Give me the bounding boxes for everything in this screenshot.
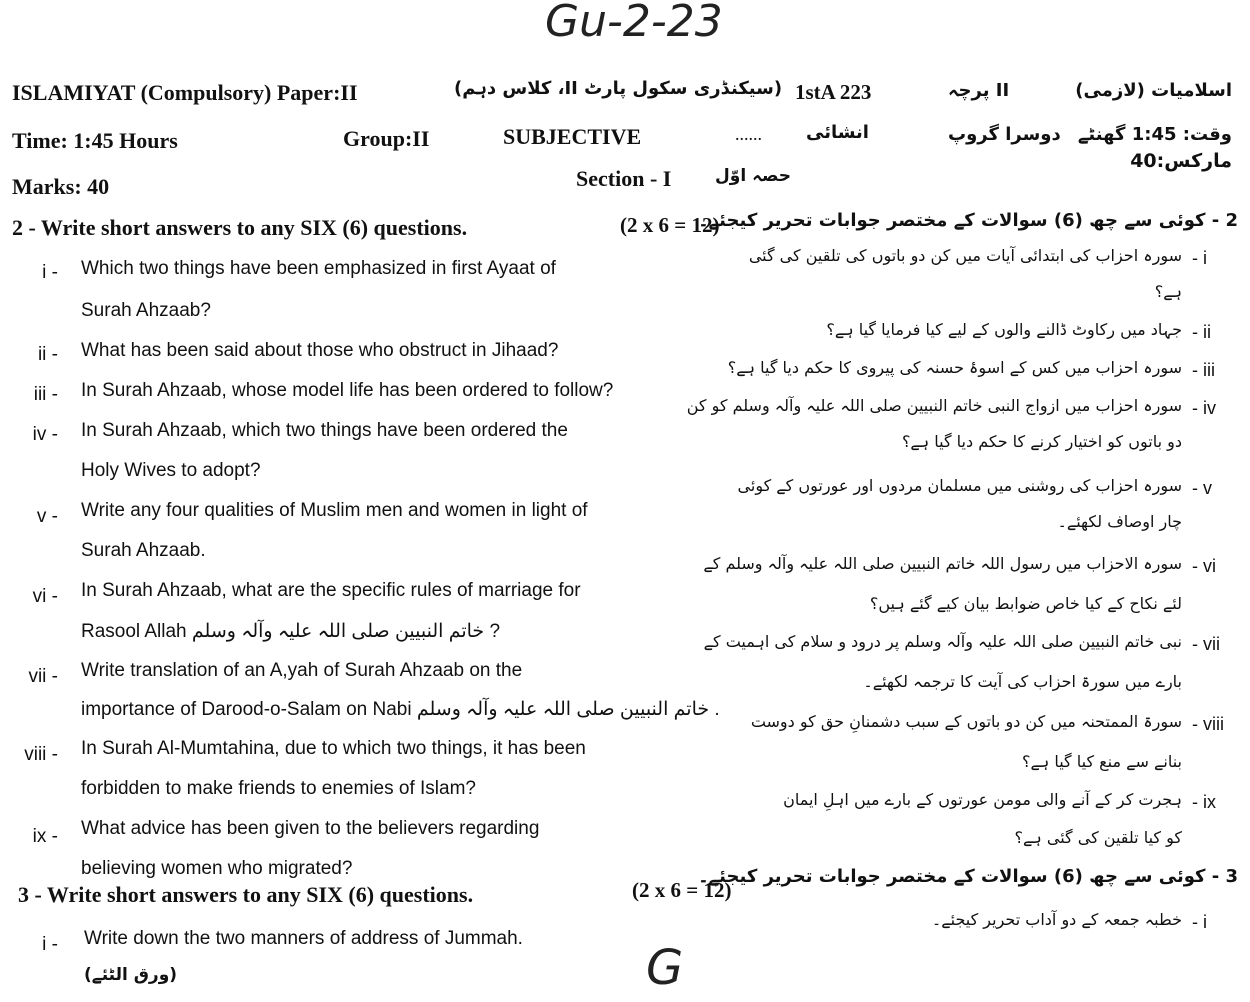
- q2-urdu-item-text: سورہ الاحزاب میں رسول اللہ خاتم النبیین صلی اللہ علیہ وآلہ وسلم کے: [703, 554, 1182, 573]
- handwritten-code: Gu-2-23: [545, 0, 723, 47]
- q2-urdu-item-number: - vii: [1192, 634, 1220, 654]
- subjective-label: SUBJECTIVE: [503, 124, 642, 149]
- dots-separator: ......: [735, 124, 762, 144]
- q2-urdu-item-text: سورہ احزاب کی روشنی میں مسلمان مردوں اور عورتوں کے کوئی: [737, 476, 1182, 495]
- section-label: Section - I: [576, 166, 672, 191]
- marks-urdu: مارکس:40: [1130, 150, 1232, 172]
- q2-item-text: Surah Ahzaab.: [81, 540, 206, 561]
- paper-code: 1stA 223: [795, 80, 872, 104]
- marks-label: Marks: 40: [12, 174, 110, 199]
- paper-number-urdu: II پرچہ: [948, 80, 1010, 101]
- q2-urdu-item-number: - viii: [1192, 714, 1224, 734]
- q2-item-number: ii -: [37, 344, 58, 365]
- q2-urdu-item-text: بارے میں سورۃ احزاب کی آیت کا ترجمہ لکھئے۔: [863, 672, 1182, 691]
- q3-heading-urdu: 3 - کوئی سے چھ (6) سوالات کے مختصر جوابات تحریر کیجئے۔: [698, 866, 1238, 887]
- q2-urdu-item-number: - i: [1192, 248, 1207, 268]
- q2-urdu-item-number: - vi: [1192, 556, 1216, 576]
- q2-item-text: Which two things have been emphasized in first Ayaat of: [81, 258, 556, 279]
- q3-urdu-item-text: خطبہ جمعہ کے دو آداب تحریر کیجئے۔: [931, 910, 1182, 929]
- q2-item-text: forbidden to make friends to enemies of Islam?: [81, 778, 476, 799]
- q2-item-text: In Surah Ahzaab, whose model life has been ordered to follow?: [81, 380, 614, 401]
- q3-item-number: i -: [42, 934, 58, 955]
- q2-urdu-item-text: چار اوصاف لکھئے۔: [1057, 512, 1182, 531]
- q2-item-number: vi -: [32, 586, 58, 607]
- q2-urdu-item-text: لئے نکاح کے کیا خاص ضوابط بیان کیے گئے ہیں؟: [869, 594, 1182, 613]
- q2-urdu-item-text: ہجرت کر کے آنے والی مومن عورتوں کے بارے میں اہلِ ایمان: [783, 790, 1182, 809]
- q2-urdu-item-text: سورہ احزاب میں ازواج النبی خاتم النبیین صلی اللہ علیہ وآلہ وسلم کو کن: [686, 396, 1182, 415]
- q2-item-text: In Surah Al-Mumtahina, due to which two things, it has been: [81, 738, 586, 759]
- q2-marks: (2 x 6 = 12): [620, 213, 720, 237]
- q2-item-text: What has been said about those who obstruct in Jihaad?: [81, 340, 559, 361]
- q2-urdu-item-number: - iv: [1192, 398, 1216, 418]
- subjective-urdu: انشائی: [806, 122, 869, 143]
- q2-item-text: In Surah Ahzaab, which two things have been ordered the: [81, 420, 568, 441]
- time-label: Time: 1:45 Hours: [12, 128, 178, 153]
- class-label-urdu: (سیکنڈری سکول پارٹ II، کلاس دہم): [454, 78, 783, 99]
- q2-heading-urdu: 2 - کوئی سے چھ (6) سوالات کے مختصر جوابات تحریر کیجئے۔: [698, 210, 1238, 231]
- q3-item-text: Write down the two manners of address of Jummah.: [84, 928, 523, 949]
- paper-title: ISLAMIYAT (Compulsory) Paper:II: [12, 80, 358, 105]
- q2-urdu-item-text: کو کیا تلقین کی گئی ہے؟: [1014, 828, 1182, 847]
- q2-item-text: In Surah Ahzaab, what are the specific rules of marriage for: [81, 580, 581, 601]
- q2-urdu-item-text: ہے؟: [1154, 282, 1182, 301]
- q2-urdu-item-text: سورہ احزاب میں کس کے اسوۂ حسنہ کی پیروی کا حکم دیا گیا ہے؟: [727, 358, 1182, 377]
- q2-item-text: importance of Darood-o-Salam on Nabi خاتم النبیین صلی اللہ علیہ وآلہ وسلم .: [81, 699, 720, 720]
- handwritten-mark: G: [646, 940, 684, 996]
- q2-urdu-item-number: - v: [1192, 478, 1212, 498]
- q2-item-text: Write any four qualities of Muslim men and women in light of: [81, 500, 588, 521]
- q2-item-number: viii -: [24, 744, 58, 765]
- q3-marks: (2 x 6 = 12): [632, 878, 732, 902]
- turn-over-urdu: (ورق الٹئے): [84, 965, 178, 985]
- q2-item-number: vii -: [28, 666, 58, 687]
- q2-item-number: iv -: [32, 424, 58, 445]
- q2-urdu-item-number: - ix: [1192, 792, 1216, 812]
- q2-urdu-item-text: سورۃ الممتحنہ میں کن دو باتوں کے سبب دشمنانِ حق کو دوست: [750, 712, 1182, 731]
- group-urdu: دوسرا گروپ: [948, 124, 1061, 145]
- q2-item-number: iii -: [33, 384, 58, 405]
- q2-item-number: i -: [42, 262, 58, 283]
- q2-urdu-item-text: دو باتوں کو اختیار کرنے کا حکم دیا گیا ہے؟: [901, 432, 1182, 451]
- q2-item-text: Surah Ahzaab?: [81, 300, 211, 321]
- q2-heading: 2 - Write short answers to any SIX (6) questions.: [12, 215, 468, 240]
- time-urdu: وقت: 1:45 گھنٹے: [1077, 124, 1232, 145]
- q3-urdu-item-number: - i: [1192, 912, 1207, 932]
- q2-item-text: believing women who migrated?: [81, 858, 353, 879]
- q2-urdu-item-text: بنانے سے منع کیا گیا ہے؟: [1022, 752, 1182, 771]
- q2-urdu-item-number: - iii: [1192, 360, 1215, 380]
- q2-item-text: Holy Wives to adopt?: [81, 460, 261, 481]
- q2-item-text: Rasool Allah خاتم النبیین صلی اللہ علیہ وآلہ وسلم ?: [81, 621, 501, 642]
- q3-heading: 3 - Write short answers to any SIX (6) questions.: [18, 882, 474, 907]
- q2-urdu-item-text: سورہ احزاب کی ابتدائی آیات میں کن دو باتوں کی تلقین کی گئی: [748, 246, 1182, 265]
- q2-item-number: ix -: [32, 826, 58, 847]
- section-urdu: حصہ اوّل: [715, 166, 792, 186]
- q2-urdu-item-text: جہاد میں رکاوٹ ڈالنے والوں کے لیے کیا فرمایا گیا ہے؟: [826, 320, 1182, 339]
- q2-urdu-item-text: نبی خاتم النبیین صلی اللہ علیہ وآلہ وسلم پر درود و سلام کی اہمیت کے: [703, 632, 1182, 651]
- q2-item-number: v -: [36, 506, 58, 527]
- group-label: Group:II: [343, 126, 430, 151]
- subject-urdu: اسلامیات (لازمی): [1075, 80, 1232, 101]
- q2-item-text: Write translation of an A,yah of Surah Ahzaab on the: [81, 660, 523, 681]
- q2-item-text: What advice has been given to the believers regarding: [81, 818, 540, 839]
- q2-urdu-item-number: - ii: [1192, 322, 1211, 342]
